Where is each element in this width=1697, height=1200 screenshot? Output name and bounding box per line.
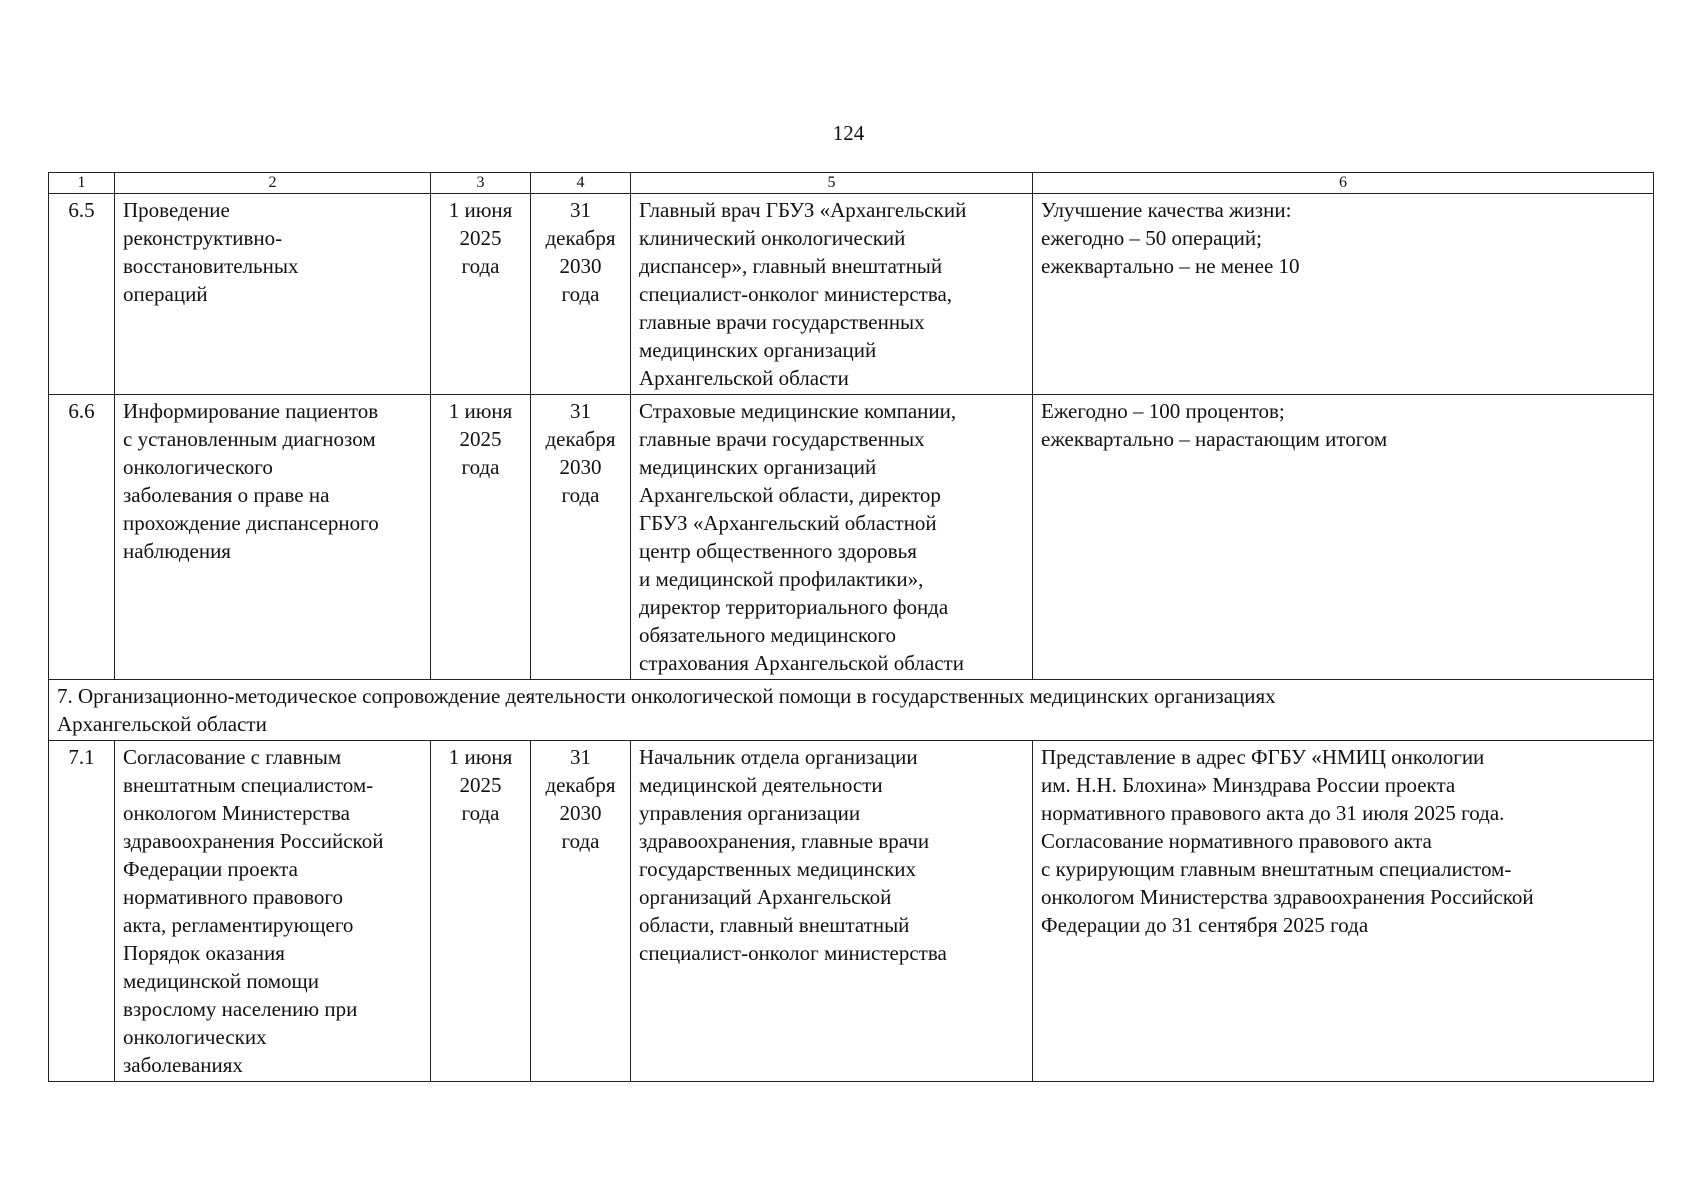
measure-line: взрослому населению при (123, 997, 358, 1021)
date-line: 2025 (459, 427, 502, 451)
date-line: 2030 (559, 801, 602, 825)
section-row (49, 680, 1654, 741)
responsible-line: медицинских организаций (639, 455, 877, 479)
date-line: года (461, 455, 500, 479)
date-line: декабря (545, 226, 616, 250)
measure-line: Информирование пациентов (123, 399, 379, 423)
result-cell (1033, 395, 1654, 680)
table-row (49, 194, 1654, 395)
responsible-line: ГБУЗ «Архангельский областной (639, 511, 937, 535)
date-line: года (461, 801, 500, 825)
measure-line: Порядок оказания (123, 941, 285, 965)
date-line: 2025 (459, 773, 502, 797)
date-line: 2025 (459, 226, 502, 250)
responsible-line: обязательного медицинского (639, 623, 897, 647)
responsible-line: страхования Архангельской области (639, 651, 964, 675)
column-number: 6 (1033, 173, 1654, 194)
column-number: 5 (631, 173, 1033, 194)
responsible-line: Главный врач ГБУЗ «Архангельский (639, 198, 967, 222)
measure-line: восстановительных (123, 254, 299, 278)
measure-line: прохождение диспансерного (123, 511, 379, 535)
responsible-line: области, главный внештатный (639, 913, 910, 937)
measure-line: наблюдения (123, 539, 231, 563)
measure-line: Согласование с главным (123, 745, 342, 769)
result-line: онкологом Министерства здравоохранения Российской (1041, 885, 1534, 909)
result-cell (1033, 741, 1654, 1082)
responsible-line: Начальник отдела организации (639, 745, 918, 769)
responsible-cell (631, 395, 1033, 680)
table-row (49, 741, 1654, 1082)
end-date-cell (531, 741, 631, 1082)
responsible-line: директор территориального фонда (639, 595, 949, 619)
column-number: 3 (431, 173, 531, 194)
result-line: ежеквартально – нарастающим итогом (1041, 427, 1388, 451)
result-line: Ежегодно – 100 процентов; (1041, 399, 1285, 423)
responsible-line: Архангельской области, директор (639, 483, 941, 507)
result-line: с курирующим главным внештатным специалистом- (1041, 857, 1512, 881)
date-line: 1 июня (448, 399, 513, 423)
date-line: декабря (545, 427, 616, 451)
measure-line: онкологических (123, 1025, 267, 1049)
responsible-line: медицинской деятельности (639, 773, 883, 797)
column-number: 1 (49, 173, 115, 194)
result-line: им. Н.Н. Блохина» Минздрава России проекта (1041, 773, 1456, 797)
responsible-line: клинический онкологический (639, 226, 906, 250)
result-cell (1033, 194, 1654, 395)
date-line: 31 (570, 399, 591, 423)
measure-line: онкологом Министерства (123, 801, 350, 825)
measure-cell (115, 741, 431, 1082)
section-title-line: Архангельской области (57, 712, 267, 736)
result-line: Согласование нормативного правового акта (1041, 829, 1432, 853)
section-title (49, 680, 1654, 741)
responsible-cell (631, 194, 1033, 395)
measure-line: заболеваниях (123, 1053, 243, 1077)
column-number-row (49, 173, 1654, 194)
measure-line: онкологического (123, 455, 273, 479)
end-date-cell (531, 194, 631, 395)
end-date-cell (531, 395, 631, 680)
date-line: 31 (570, 745, 591, 769)
measure-line: с установленным диагнозом (123, 427, 376, 451)
result-line: Федерации до 31 сентября 2025 года (1041, 913, 1369, 937)
measure-line: акта, регламентирующего (123, 913, 354, 937)
date-line: года (461, 254, 500, 278)
measure-line: реконструктивно- (123, 226, 283, 250)
section-title-line: 7. Организационно-методическое сопровождение деятельности онкологической помощи в государственных медицинских организациях (57, 684, 1276, 708)
responsible-line: диспансер», главный внештатный (639, 254, 943, 278)
result-line: ежегодно – 50 операций; (1041, 226, 1262, 250)
responsible-line: здравоохранения, главные врачи (639, 829, 930, 853)
date-line: 1 июня (448, 198, 513, 222)
result-line: ежеквартально – не менее 10 (1041, 254, 1300, 278)
result-line: Улучшение качества жизни: (1041, 198, 1292, 222)
responsible-cell (631, 741, 1033, 1082)
responsible-line: главные врачи государственных (639, 427, 925, 451)
measure-line: нормативного правового (123, 885, 343, 909)
result-line: Представление в адрес ФГБУ «НМИЦ онкологии (1041, 745, 1485, 769)
table-row (49, 395, 1654, 680)
page-number: 124 (832, 121, 865, 145)
measure-line: медицинской помощи (123, 969, 319, 993)
column-number: 2 (115, 173, 431, 194)
responsible-line: и медицинской профилактики», (639, 567, 924, 591)
row-number: 6.5 (49, 194, 115, 395)
measure-cell (115, 395, 431, 680)
date-line: года (561, 282, 600, 306)
responsible-line: организаций Архангельской (639, 885, 892, 909)
date-line: года (561, 829, 600, 853)
plan-table (48, 172, 1654, 1082)
responsible-line: управления организации (639, 801, 861, 825)
measure-line: Проведение (123, 198, 230, 222)
date-line: 2030 (559, 254, 602, 278)
measure-line: Федерации проекта (123, 857, 298, 881)
start-date-cell (431, 194, 531, 395)
responsible-line: специалист-онколог министерства (639, 941, 947, 965)
measure-line: заболевания о праве на (123, 483, 330, 507)
date-line: 2030 (559, 455, 602, 479)
responsible-line: главные врачи государственных (639, 310, 925, 334)
responsible-line: государственных медицинских (639, 857, 917, 881)
responsible-line: медицинских организаций (639, 338, 877, 362)
result-line: нормативного правового акта до 31 июля 2025 года. (1041, 801, 1505, 825)
date-line: года (561, 483, 600, 507)
measure-cell (115, 194, 431, 395)
row-number: 6.6 (49, 395, 115, 680)
measure-line: операций (123, 282, 208, 306)
measure-line: здравоохранения Российской (123, 829, 384, 853)
measure-line: внештатным специалистом- (123, 773, 374, 797)
column-number: 4 (531, 173, 631, 194)
responsible-line: Архангельской области (639, 366, 849, 390)
start-date-cell (431, 395, 531, 680)
date-line: 1 июня (448, 745, 513, 769)
date-line: 31 (570, 198, 591, 222)
responsible-line: Страховые медицинские компании, (639, 399, 957, 423)
date-line: декабря (545, 773, 616, 797)
start-date-cell (431, 741, 531, 1082)
responsible-line: центр общественного здоровья (639, 539, 917, 563)
row-number: 7.1 (49, 741, 115, 1082)
responsible-line: специалист-онколог министерства, (639, 282, 953, 306)
